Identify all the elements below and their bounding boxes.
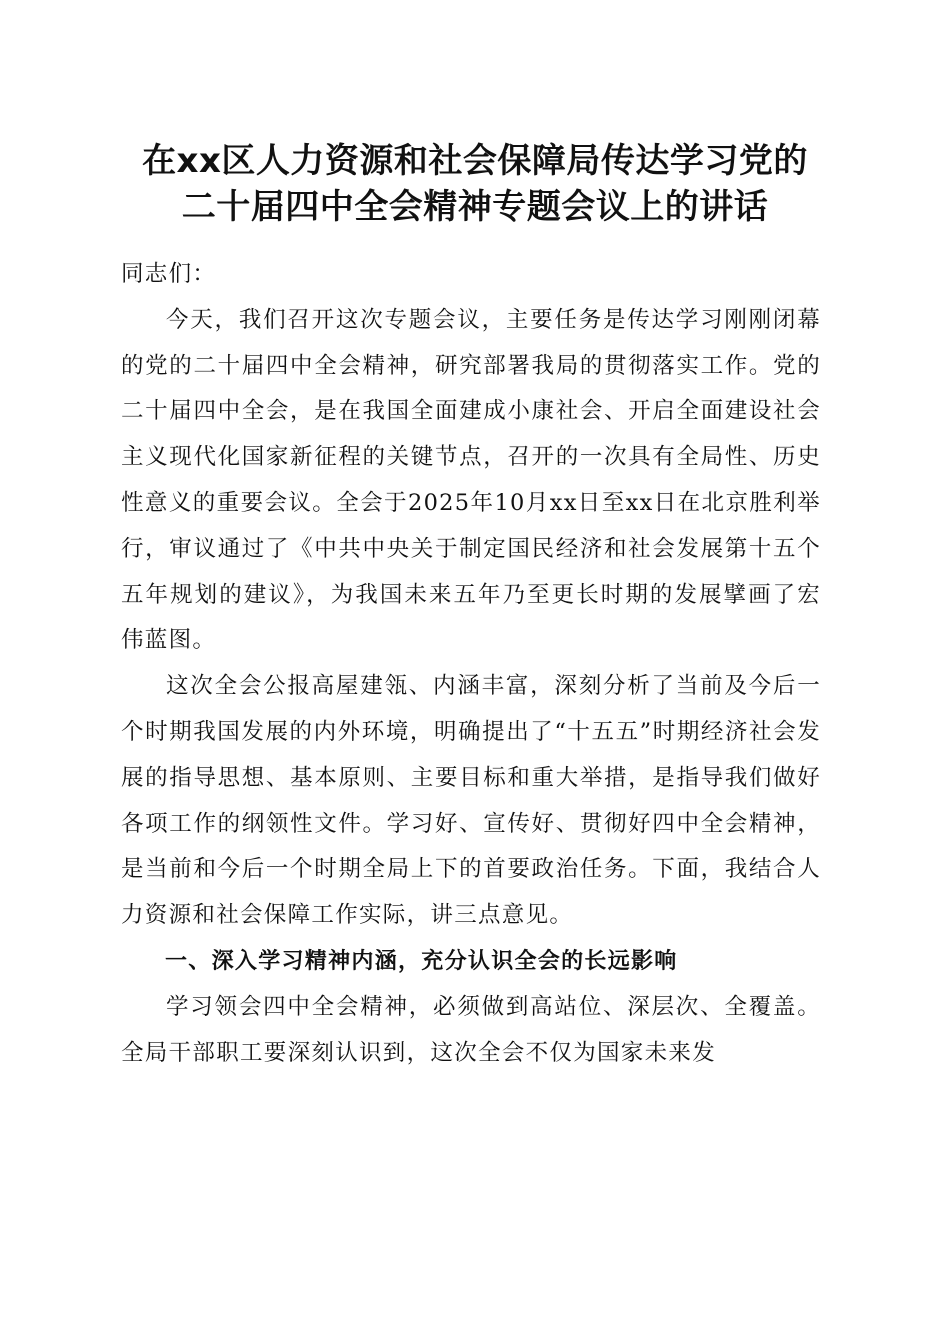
section-heading-1: 一、深入学习精神内涵，充分认识全会的长远影响 — [165, 948, 678, 974]
paragraph-2: 这次全会公报高屋建瓴、内涵丰富，深刻分析了当前及今后一个时期我国发展的内外环境，明确提出了“十五五”时期经济社会发展的指导思想、基本原则、主要目标和重大举措，是指导我们做好各项工作的纲领性文件。学习好、宣传好、贯彻好四中全会精神，是当前和今后一个时期全局上下的首要政治任务。下面，我结合人力资源和社会保障工作实际，讲三点意见。 — [121, 673, 821, 929]
title-line-2: 二十届四中全会精神专题会议上的讲话 — [181, 187, 769, 227]
paragraph-1: 今天，我们召开这次专题会议，主要任务是传达学习刚刚闭幕的党的二十届四中全会精神，研究部署我局的贯彻落实工作。党的二十届四中全会，是在我国全面建成小康社会、开启全面建设社会主义现代化国家新征程的关键节点，召开的一次具有全局性、历史性意义的重要会议。全会于2025年10月xx日至xx日在北京胜利举行，审议通过了《中共中央关于制定国民经济和社会发展第十五个五年规划的建议》，为我国未来五年乃至更长时期的发展擘画了宏伟蓝图。 — [121, 306, 821, 654]
document-body — [121, 252, 821, 1076]
section-1-paragraph: 学习领会四中全会精神，必须做到高站位、深层次、全覆盖。全局干部职工要深刻认识到，这次全会不仅为国家未来发 — [121, 993, 821, 1066]
salutation: 同志们： — [121, 261, 217, 287]
title-line-1: 在xx区人力资源和社会保障局传达学习党的 — [142, 141, 808, 181]
document-title — [90, 138, 860, 230]
